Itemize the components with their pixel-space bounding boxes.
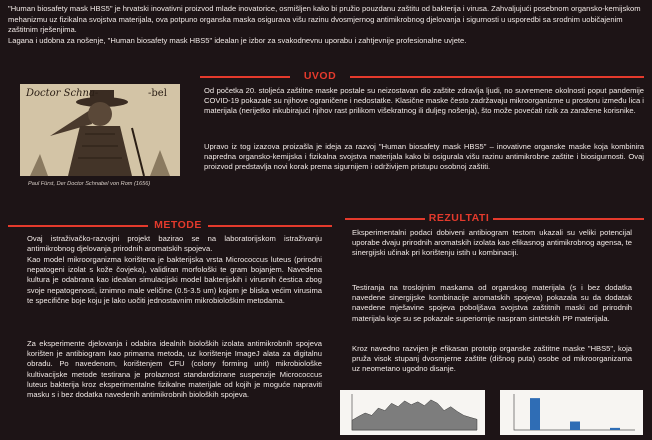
bar-1 — [530, 398, 540, 430]
bar-2 — [570, 422, 580, 431]
metode-rule-right — [208, 225, 332, 227]
plague-doctor-image — [20, 84, 180, 176]
results-chart-bars — [500, 390, 643, 435]
rezultati-rule-right — [493, 218, 644, 220]
uvod-heading: UVOD — [303, 70, 337, 82]
image-caption: Paul Fürst, Der Doctor Schnabel von Rom (1656) — [28, 181, 151, 187]
bar-chart-svg — [500, 390, 643, 435]
uvod-rule-left — [200, 76, 290, 78]
uvod-paragraph-2: Upravo iz tog izazova proizašla je ideja za razvoj "Human biosafety mask HBS5" – inovativne organske maske koja kombinira napredna organsko-kemijska i fizikalna svojstva materijala kako bi osigurala višu razinu antimikrobne zaštite i biosigurnosti. Ovaj proizvod predstavlja novi korak prema sigurnijem i održivijem pristupu osobnoj zaštiti. — [204, 142, 644, 172]
results-chart-profile — [340, 390, 485, 435]
bar-3 — [610, 428, 620, 430]
intro-paragraph-1: "Human biosafety mask HBS5" je hrvatski inovativni proizvod mlade inovatorice, osmišljen kako bi pružio pouzdanu zaštitu od bakterija i virusa. Zahvaljujući posebnom organsko-kemijskom mehanizmu uz fizikalna svojstva materijala, ova potpuno organska maska osigurava višu razinu dvosmjernog antimikrobnog djelovanja i sigurnosti u usporedbi sa srodnim uobičajenim zaštitnim rješenjima. — [8, 4, 641, 35]
metode-paragraph-1: Ovaj istraživačko-razvojni projekt bazirao se na laboratorijskom istraživanju antimikrobnog djelovanja prirodnih aromatskih spojeva. — [27, 234, 322, 254]
rezultati-paragraph-2: Testiranja na troslojnim maskama od organskog materijala (s i bez dodatka navedene sinergijske kombinacije aromatskih spojeva) pokazala su da dodatak navedene mješavine spojeva poboljšava svojstva zaštitnih maski od prirodnih materijala koje su se pokazale superiornije naspram sintetskih PP materijala. — [352, 283, 632, 323]
metode-rule-left — [8, 225, 148, 227]
metode-heading: METODE — [154, 219, 202, 231]
image-label-left: Doctor Schna- — [26, 88, 99, 99]
rezultati-paragraph-3: Kroz navedno razvijen je efikasan prototip organske zaštitne maske "HBS5", koja pruža visok stupanj dvosmjerne zaštite (dišnog puta) osobe od mikroorganizama uz neometano ugodno disanje. — [352, 344, 632, 374]
profile-chart-area — [352, 400, 477, 430]
rezultati-heading: REZULTATI — [428, 212, 490, 224]
profile-chart-svg — [340, 390, 485, 435]
rezultati-paragraph-1: Eksperimentalni podaci dobiveni antibiogram testom ukazali su veliki potencijal uporabe dvaju prirodnih aromatskih izolata kao efikasnog antimikrobnog agensa, te sinergijski učinak pri korištenju istih u kombinaciji. — [352, 228, 632, 258]
uvod-paragraph-1: Od početka 20. stoljeća zaštitne maske postale su neizostavan dio zaštite zdravlja ljudi, no suvremene okolnosti poput pandemije COVID-19 pokazale su njihove ograničene i nedostatke. Klasične maske često zadržavaju mikroorganizme u prostoru između lica i materijala (nerijetko inkubirajući njihov rast prilikom višekratnog ili duljeg nošenja), što može povećati rizik za zaražene korisnike. — [204, 86, 644, 116]
rezultati-rule-left — [345, 218, 425, 220]
metode-paragraph-2: Kao model mikroorganizma korištena je bakterijska vrsta Micrococcus luteus (prirodni nepatogeni izolat s kože čovjeka), validiran morfološki te gram bojanjem. Navedena kultura je odabrana kao idealan simulacijski model bakterijskih i virusnih čestica zbog svoje nepatogenosti, iznimno male veličine (0.5-3.5 um) kojom je bliska većim virusima te specifične boje koju je lako uočiti jednostavnim mikrobiološkim metodama. — [27, 255, 322, 305]
intro-paragraph-2: Lagana i udobna za nošenje, "Human biosafety mask HBS5" idealan je izbor za svakodnevnu uporabu i zahtjevnije profesionalne uvjete. — [8, 35, 467, 45]
metode-paragraph-3: Za eksperimente djelovanja i odabira idealnih bioloških izolata antimikrobnih spojeva korišten je antibiogram kao primarna metoda, uz korištenje ImageJ alata za digitalnu obradu. Po navedenom, korištenjem CFU (colony forming unit) mikrobiološke kultivacijske metode testirana je prolaznost standardizirane suspenzije Micrococcus luteus bakterija kroz eksperimentalne fizikalne materijale od kojih je moguće napraviti masku s i bez dodatka navedenih antimikrobnih bioloških spojeva. — [27, 339, 322, 400]
image-label-right: -bel — [148, 88, 167, 99]
uvod-rule-right — [350, 76, 644, 78]
intro-section — [8, 4, 644, 46]
